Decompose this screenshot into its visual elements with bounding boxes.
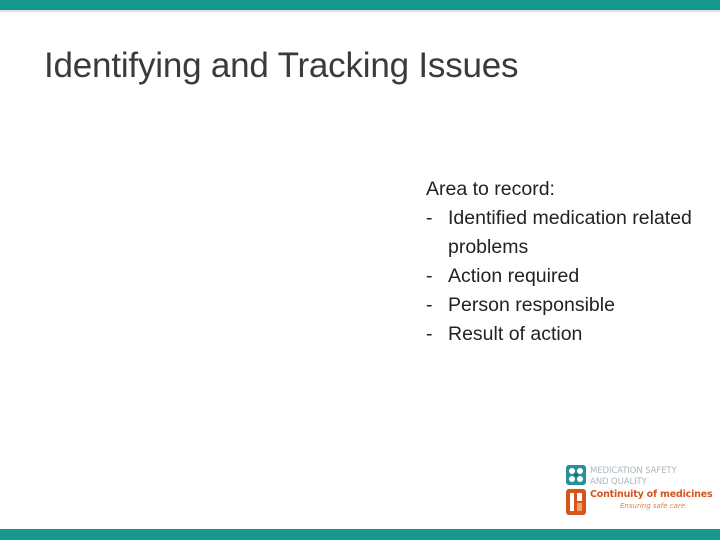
list-item — [426, 320, 706, 349]
slide-title: Identifying and Tracking Issues — [44, 46, 519, 85]
top-accent-bar — [0, 0, 720, 10]
logo-line-3: Continuity of medicines — [590, 489, 713, 500]
top-accent-shadow — [0, 10, 720, 13]
bullet-dash: - — [426, 294, 433, 316]
logo-line-1: MEDICATION SAFETY — [590, 466, 677, 476]
logo-line-4: Ensuring safe care — [620, 502, 686, 510]
bullet-list — [426, 204, 706, 349]
content-heading: Area to record: — [426, 178, 555, 200]
bottom-accent-bar — [0, 529, 720, 540]
bullet-text: Person responsible — [448, 294, 615, 316]
logo-mark-icon — [564, 463, 590, 519]
bullet-text: Action required — [448, 265, 580, 287]
bullet-dash: - — [426, 323, 433, 345]
list-item — [426, 291, 706, 320]
bullet-dash: - — [426, 265, 433, 287]
list-item — [426, 204, 706, 262]
medication-safety-logo — [564, 463, 713, 519]
content-box — [426, 175, 706, 349]
bullet-text: Result of action — [448, 323, 583, 345]
list-item — [426, 262, 706, 291]
bullet-dash: - — [426, 207, 433, 229]
logo-line-2: AND QUALITY — [590, 477, 647, 487]
bullet-text: Identified medication related problems — [448, 207, 692, 258]
